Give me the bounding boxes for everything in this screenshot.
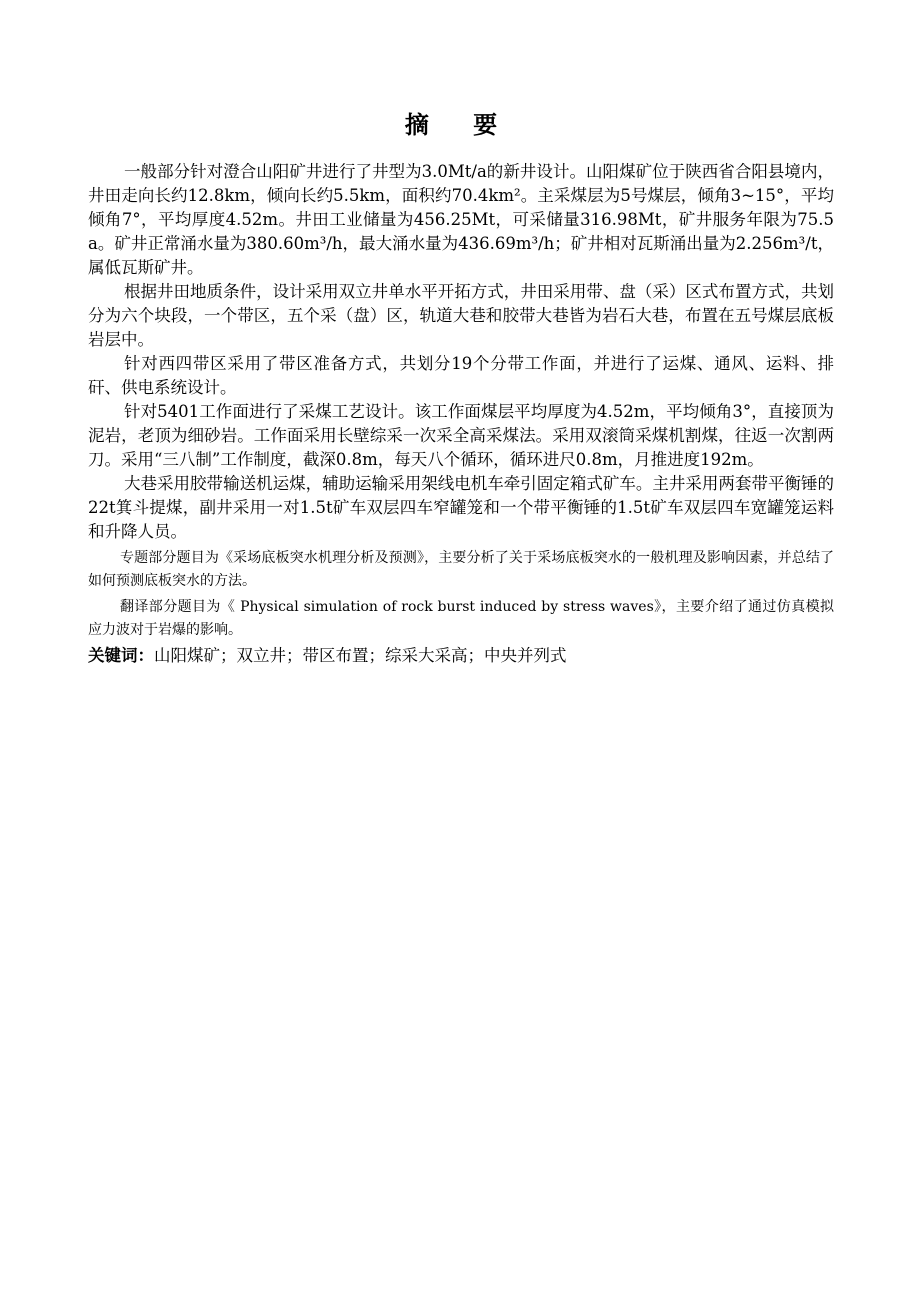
keywords-text: 山阳煤矿；双立井；带区布置；综采大采高；中央并列式: [154, 646, 567, 665]
abstract-title: 摘 要: [404, 111, 516, 139]
paragraph-development-layout: 根据井田地质条件，设计采用双立井单水平开拓方式，井田采用带、盘（采）区式布置方式，共划分为六个块段，一个带区，五个采（盘）区，轨道大巷和胶带大巷皆为岩石大巷，布置在五号煤层底板岩层中。: [88, 282, 834, 349]
keywords-line: [88, 644, 834, 668]
paragraph-mining-technology: 针对5401工作面进行了采煤工艺设计。该工作面煤层平均厚度为4.52m，平均倾角3°，直接顶为泥岩，老顶为细砂岩。工作面采用长壁综采一次采全高采煤法。采用双滚筒采煤机割煤，往返一次割两刀。采用“三八制”工作制度，截深0.8m，每天八个循环，循环进尺0.8m，月推进度192m。: [88, 402, 834, 469]
paragraph-district-preparation: 针对西四带区采用了带区准备方式，共划分19个分带工作面，并进行了运煤、通风、运料、排矸、供电系统设计。: [88, 354, 834, 397]
paragraph-special-topic: 专题部分题目为《采场底板突水机理分析及预测》，主要分析了关于采场底板突水的一般机理及影响因素，并总结了如何预测底板突水的方法。: [88, 550, 834, 589]
paragraph-general-design: 一般部分针对澄合山阳矿井进行了井型为3.0Mt/a的新井设计。山阳煤矿位于陕西省合阳县境内，井田走向长约12.8km，倾向长约5.5km，面积约70.4km²。主采煤层为5号煤层，倾角3~15°，平均倾角7°，平均厚度4.52m。井田工业储量为456.25Mt，可采储量316.98Mt，矿井服务年限为75.5a。矿井正常涌水量为380.60m³/h，最大涌水量为436.69m³/h；矿井相对瓦斯涌出量为2.256m³/t，属低瓦斯矿井。: [88, 162, 834, 277]
paragraph-transport-hoisting: 大巷采用胶带输送机运煤，辅助运输采用架线电机车牵引固定箱式矿车。主井采用两套带平衡锤的22t箕斗提煤，副井采用一对1.5t矿车双层四车窄罐笼和一个带平衡锤的1.5t矿车双层四车宽罐笼运料和升降人员。: [88, 474, 834, 541]
paragraph-translation-topic: 翻译部分题目为《 Physical simulation of rock burst induced by stress waves》，主要介绍了通过仿真模拟应力波对于岩爆的影响。: [88, 599, 834, 638]
keywords-label: 关键词：: [88, 646, 154, 665]
abstract-body: [88, 160, 834, 668]
